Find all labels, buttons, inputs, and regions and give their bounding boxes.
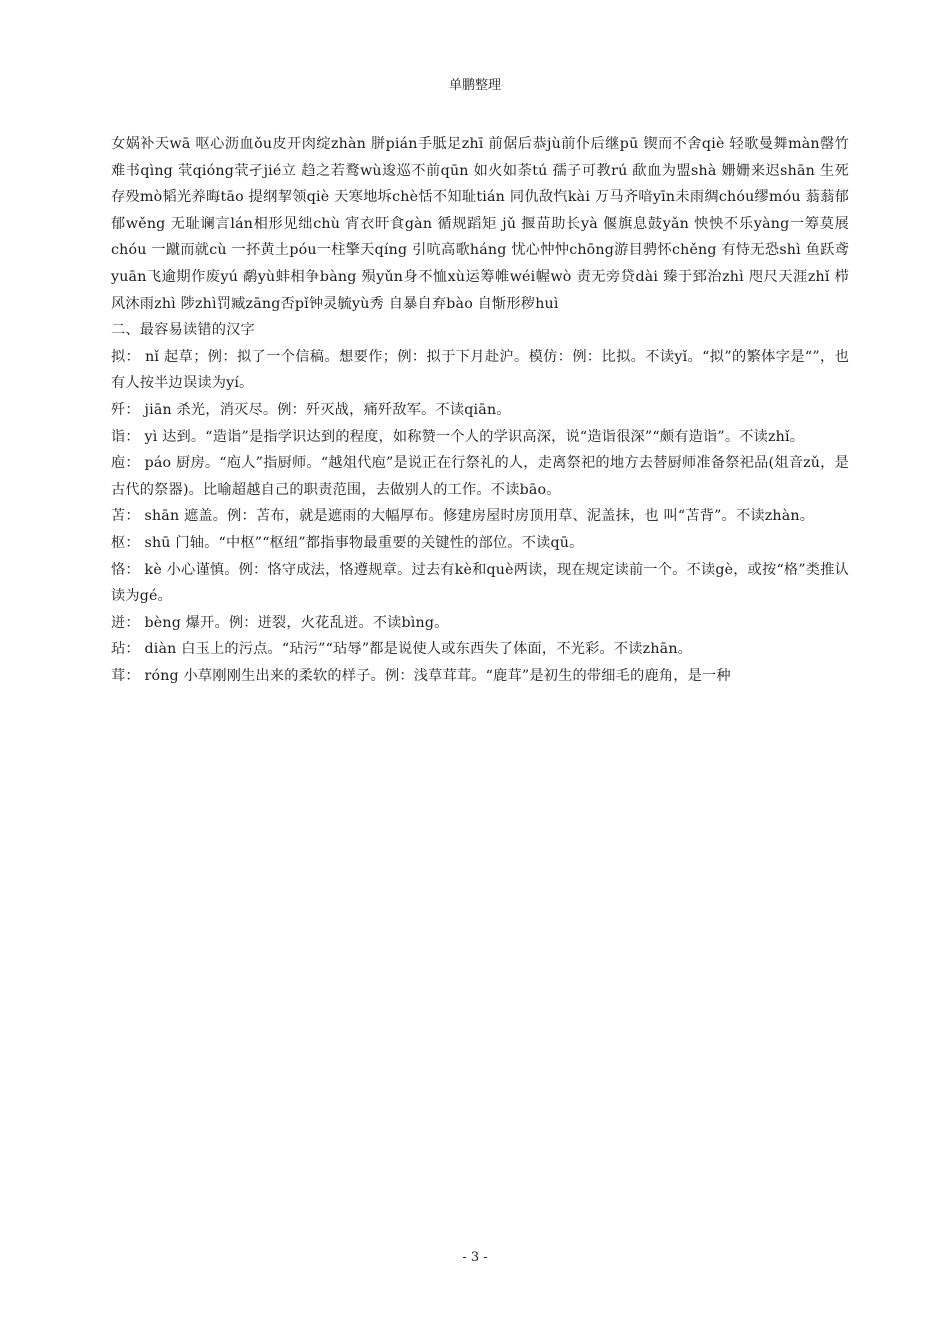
entry-pao: 庖： páo 厨房。“庖人”指厨师。“越俎代庖”是说正在行祭礼的人，走离祭祀的地方去替厨师准备祭祀品(俎音zǔ，是古代的祭器)。比喻超越自己的职责范围，去做别人的工作。不读bāo。 bbox=[111, 455, 849, 498]
entry-beng: 迸： bèng 爆开。例：迸裂，火花乱迸。不读bìng。 bbox=[111, 614, 449, 631]
page-number: - 3 - bbox=[462, 1250, 488, 1265]
entry-ni: 拟： nǐ 起草；例：拟了一个信稿。想要作；例：拟于下月赴沪。模仿：例：比拟。不读yǐ。“拟”的繁体字是“”，也有人按半边误读为yí。 bbox=[111, 348, 849, 392]
body-text bbox=[111, 131, 849, 689]
entry-yi: 诣： yì 达到。“造诣”是指学识达到的程度，如称赞一个人的学识高深，说“造诣很深”“颇有造诣”。不读zhǐ。 bbox=[111, 428, 805, 445]
entry-rong: 茸： róng 小草刚刚生出来的柔软的样子。例：浅草茸茸。“鹿茸”是初生的带细毛的鹿角，是一种 bbox=[111, 667, 731, 684]
entry-shu: 枢： shū 门轴。“中枢”“枢纽”都指事物最重要的关键性的部位。不读qū。 bbox=[111, 534, 584, 551]
entry-dian: 玷： diàn 白玉上的污点。“玷污”“玷辱”都是说使人或东西失了体面，不光彩。不读zhān。 bbox=[111, 641, 693, 658]
entry-ke: 恪： kè 小心谨慎。例：恪守成法，恪遵规章。过去有kè和què两读，现在规定读前一个。不读gè，或按“格”类推认读为gé。 bbox=[111, 561, 849, 605]
entry-jian: 歼： jiān 杀光，消灭尽。例：歼灭战，痛歼敌军。不读qiān。 bbox=[111, 401, 511, 418]
section-heading: 二、最容易读错的汉字 bbox=[111, 322, 255, 339]
page-header: 单鹏整理 bbox=[448, 78, 501, 93]
entry-shan: 苫： shān 遮盖。例：苫布，就是遮雨的大幅厚布。修建房屋时房顶用草、泥盖抹，也 叫“苫背”。不读zhàn。 bbox=[111, 508, 815, 525]
idiom-paragraph: 女娲补天wā 呕心沥血ǒu皮开肉绽zhàn 胼pián手胝足zhī 前倨后恭jù前仆后继pū 锲而不舍qiè 轻歌曼舞màn罄竹难书qìng 茕qióng茕孑jié立 趋之若鹜wù逡巡不前qūn 如火如荼tú 孺子可教rú 歃血为盟shà 姗姗来迟shān 生死存殁mò韬光养晦tāo 提纲挈领qiè 天寒地坼chè恬不知耻tián 同仇敌忾kài 万马齐喑yīn未雨绸chóu缪móu 蓊蓊郁郁wěng 无耻谰言lán相形见绌chù 宵衣旰食gàn 循规蹈矩 jǔ 揠苗助长yà 偃旗息鼓yǎn 怏怏不乐yàng一筹莫展chóu 一蹴而就cù 一抔黄土póu一柱擎天qíng 引吭高歌háng 忧心忡忡chōng游目骋怀chěng 有恃无恐shì 鱼跃鸢yuān飞逾期作废yú 鹬yù蚌相争bàng 殒yǔn身不恤xù运筹帷wéi幄wò 责无旁贷dài 臻于郅治zhì 咫尺天涯zhǐ 栉风沐雨zhì 陟zhì罚臧zāng否pǐ钟灵毓yù秀 自暴自弃bào 自惭形秽huì bbox=[111, 136, 849, 312]
